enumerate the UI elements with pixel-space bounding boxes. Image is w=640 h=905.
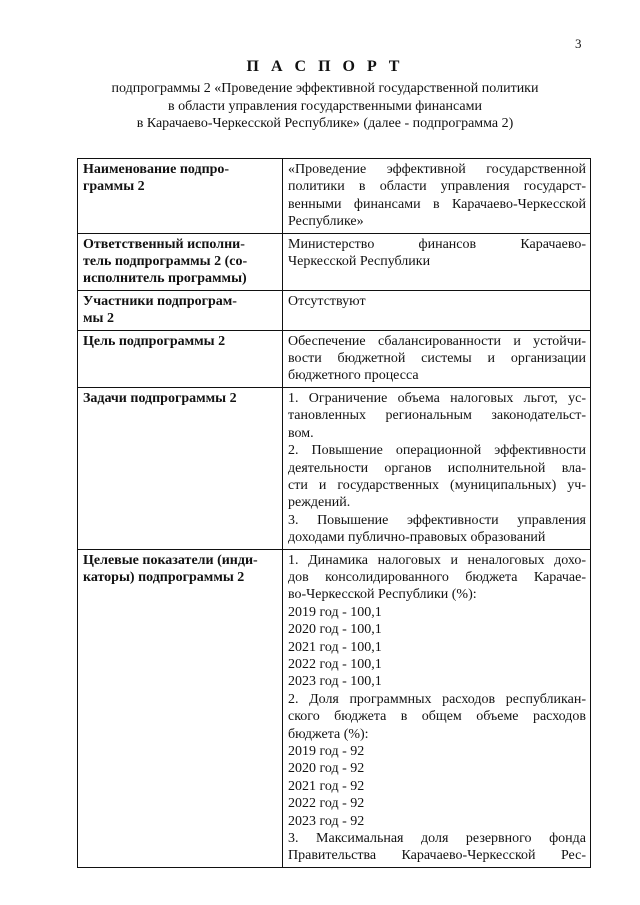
value-line: дов консолидированного бюджета Карачае- [288, 569, 586, 585]
row-label [78, 159, 283, 234]
row-value [283, 233, 591, 290]
value-line: ского бюджета в общем объеме расходов [288, 709, 586, 725]
value-line: 2023 год - 100,1 [288, 674, 382, 690]
document-header [60, 57, 590, 133]
value-line: Отсутствуют [288, 293, 366, 309]
document-title: П А С П О Р Т [246, 58, 404, 75]
value-line: во-Черкесской Республики (%): [288, 587, 477, 603]
value-line: 2021 год - 100,1 [288, 639, 382, 655]
value-line: Обеспечение сбалансированности и устойчи- [288, 333, 586, 349]
label-line: Участники подпрограм- [83, 293, 237, 309]
table-row [78, 233, 591, 290]
value-line: Правительства Карачаево-Черкесской Рес- [288, 848, 586, 864]
value-line: 2. Доля программных расходов республикан- [288, 691, 586, 707]
value-line: Черкесской Республики [288, 254, 431, 270]
row-value [283, 159, 591, 234]
table-row [78, 549, 591, 867]
value-line: вости бюджетной системы и организации [288, 351, 586, 367]
row-label [78, 549, 283, 867]
row-value [283, 549, 591, 867]
value-line: доходами публично-правовых образований [288, 530, 546, 546]
label-line: Наименование подпро- [83, 162, 230, 177]
value-line: 1. Ограничение объема налоговых льгот, ус- [288, 390, 586, 406]
value-line: 2. Повышение операционной эффективности [288, 443, 586, 459]
value-line: политики в области управления государст- [288, 179, 586, 195]
value-line: 2023 год - 92 [288, 813, 365, 829]
table-row [78, 290, 591, 330]
value-line: реждений. [288, 495, 351, 511]
value-line: 3. Максимальная доля резервного фонда [288, 831, 586, 847]
table-row [78, 159, 591, 234]
label-line: исполнитель программы) [83, 271, 247, 287]
table-row [78, 330, 591, 387]
value-line: вом. [288, 425, 314, 441]
value-line: 3. Повышение эффективности управления [288, 512, 586, 528]
row-label [78, 330, 283, 387]
row-label [78, 290, 283, 330]
passport-table [77, 158, 591, 868]
value-line: 2022 год - 100,1 [288, 656, 382, 672]
subtitle-line-2: в области управления государственными финансами [168, 98, 482, 114]
label-line: граммы 2 [83, 179, 145, 195]
value-line: Министерство финансов Карачаево- [288, 236, 586, 252]
label-line: мы 2 [83, 311, 114, 327]
label-line: Ответственный исполни- [83, 236, 245, 252]
row-value [283, 330, 591, 387]
value-line: бюджетного процесса [288, 368, 419, 384]
row-value [283, 290, 591, 330]
value-line: Республике» [288, 214, 364, 230]
value-line: 2019 год - 92 [288, 744, 365, 759]
value-line: 2020 год - 92 [288, 761, 365, 777]
value-line: «Проведение эффективной государственной [288, 162, 586, 177]
value-line: деятельности органов исполнительной вла- [288, 460, 586, 476]
value-line: 2020 год - 100,1 [288, 622, 382, 638]
value-line: бюджета (%): [288, 726, 369, 742]
label-line: тель подпрограммы 2 (со- [83, 254, 248, 270]
label-line: Целевые показатели (инди- [83, 552, 258, 568]
subtitle-line-1: подпрограммы 2 «Проведение эффективной государственной политики [111, 81, 539, 96]
subtitle-line-3: в Карачаево-Черкесской Республике» (далее - подпрограмма 2) [136, 116, 514, 131]
value-line: тановленных региональным законодательст- [288, 408, 586, 424]
value-line: 2022 год - 92 [288, 796, 365, 812]
value-line: сти и государственных (муниципальных) уч- [288, 477, 586, 493]
value-line: 2021 год - 92 [288, 778, 365, 794]
label-line: Цель подпрограммы 2 [83, 333, 226, 349]
page-number: 3 [575, 36, 582, 51]
label-line: каторы) подпрограммы 2 [83, 569, 245, 585]
table-row [78, 387, 591, 549]
label-line: Задачи подпрограммы 2 [83, 390, 237, 406]
row-label [78, 387, 283, 549]
row-value [283, 387, 591, 549]
value-line: 1. Динамика налоговых и неналоговых дохо- [288, 552, 586, 568]
value-line: венными финансами в Карачаево-Черкесской [288, 196, 586, 212]
value-line: 2019 год - 100,1 [288, 604, 382, 620]
row-label [78, 233, 283, 290]
